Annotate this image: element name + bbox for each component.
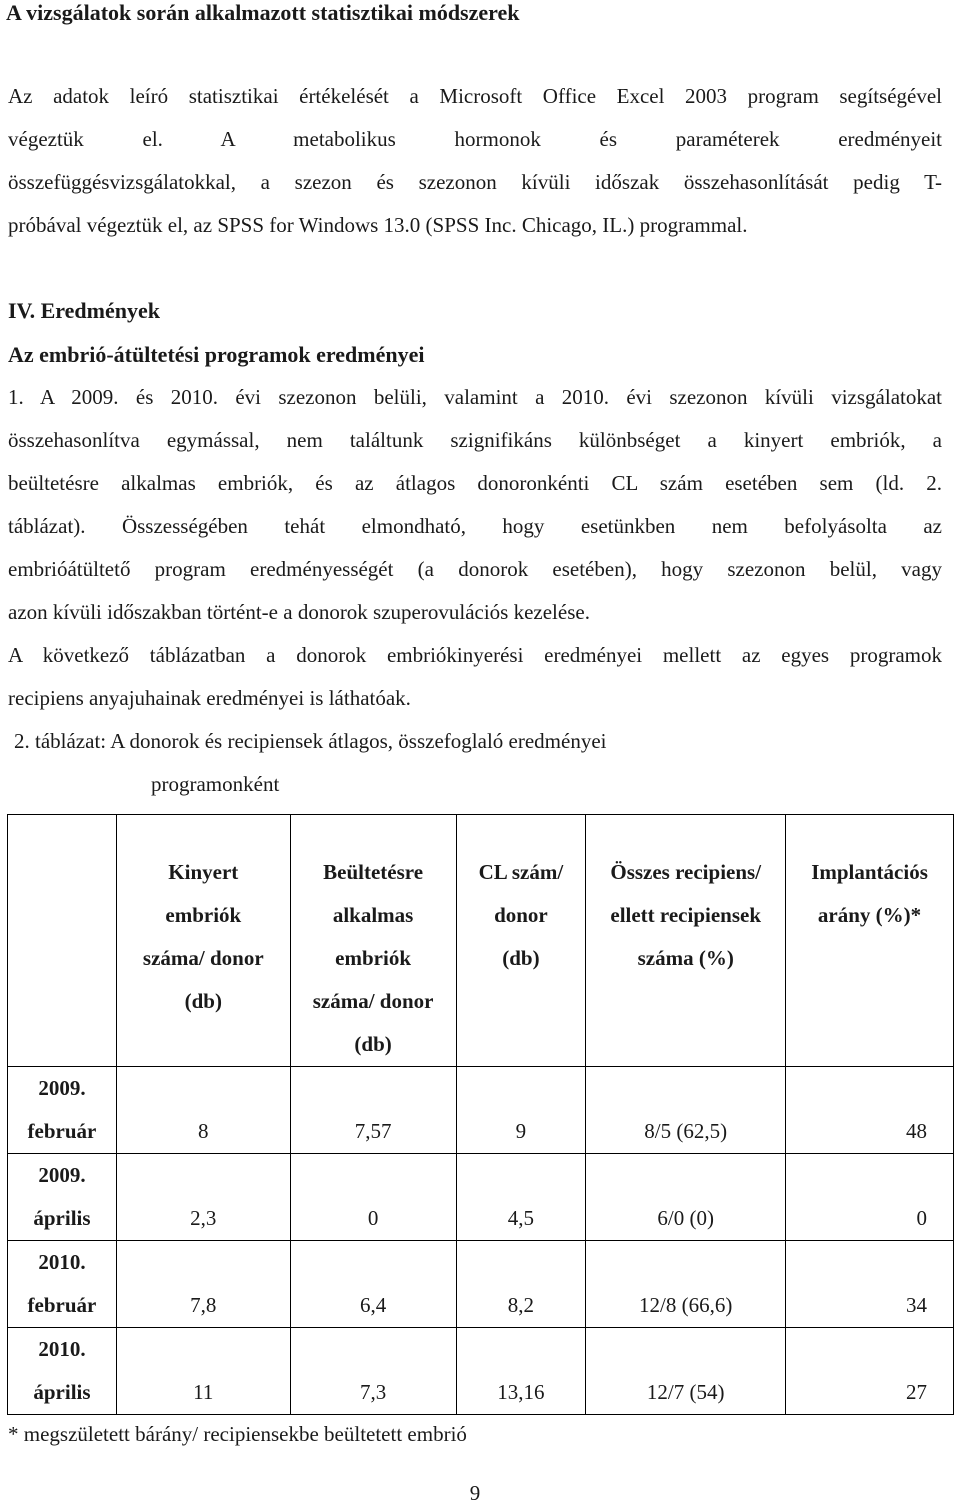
header-osszes-recipiens [586, 815, 786, 1067]
table-caption-continuation: programonként [151, 772, 280, 796]
header-line: (db) [354, 1032, 392, 1056]
table-cell: 8 [116, 1067, 290, 1154]
results-table [7, 814, 954, 1415]
results-line: 1. A 2009. és 2010. évi szezonon belüli, valamint a 2010. évi szezonon kívüli vizsgálatokat [8, 385, 942, 409]
row-label [8, 1067, 117, 1154]
header-line: (db) [502, 946, 540, 970]
sub-heading: Az embrió-átültetési programok eredményei [8, 342, 425, 367]
header-line: alkalmas [332, 903, 414, 927]
table-cell: 12/8 (66,6) [586, 1241, 786, 1328]
table-caption: 2. táblázat: A donorok és recipiensek átlagos, összefoglaló eredményei [14, 729, 607, 753]
results-line: beültetésre alkalmas embriók, és az átlagos donoronkénti CL szám esetében sem (ld. 2. [8, 471, 942, 495]
table-row [8, 1067, 954, 1154]
row-year: 2010. [38, 1250, 86, 1274]
table-cell: 11 [116, 1328, 290, 1415]
methods-line: próbával végeztük el, az SPSS for Windows 13.0 (SPSS Inc. Chicago, IL.) programmal. [8, 213, 748, 237]
header-line: Kinyert [168, 860, 239, 884]
row-month: április [33, 1206, 91, 1230]
header-beultetesre [290, 815, 456, 1067]
header-line: Beültetésre [323, 860, 424, 884]
table-cell: 12/7 (54) [586, 1328, 786, 1415]
corner-cell [8, 815, 117, 1067]
table-cell: 7,57 [290, 1067, 456, 1154]
results-line: összehasonlítva egymással, nem találtunk szignifikáns különbséget a kinyert embriók, a [8, 428, 942, 452]
table-footnote: * megszületett bárány/ recipiensekbe beültetett embrió [8, 1422, 467, 1446]
table-cell: 4,5 [456, 1154, 586, 1241]
table-cell: 9 [456, 1067, 586, 1154]
table-row [8, 1241, 954, 1328]
next-line: recipiens anyajuhainak eredményei is láthatóak. [8, 686, 411, 710]
header-line: donor [494, 903, 548, 927]
table-cell: 6,4 [290, 1241, 456, 1328]
methods-line: összefüggésvizsgálatokkal, a szezon és szezonon kívüli időszak összehasonlítását pedig T- [8, 170, 942, 194]
header-line: arány (%)* [817, 903, 922, 927]
row-label [8, 1154, 117, 1241]
row-year: 2009. [38, 1076, 86, 1100]
row-year: 2009. [38, 1163, 86, 1187]
header-line: száma/ donor [312, 989, 434, 1013]
table-row [8, 1328, 954, 1415]
row-month: február [27, 1293, 97, 1317]
table-cell: 7,8 [116, 1241, 290, 1328]
row-label [8, 1241, 117, 1328]
table-cell: 8/5 (62,5) [586, 1067, 786, 1154]
row-month: február [27, 1119, 97, 1143]
methods-line: Az adatok leíró statisztikai értékelését a Microsoft Office Excel 2003 program segítségével [8, 84, 942, 108]
table-cell: 8,2 [456, 1241, 586, 1328]
next-line: A következő táblázatban a donorok embriókinyerési eredményei mellett az egyes programok [8, 643, 942, 667]
header-line: Implantációs [811, 860, 928, 884]
chapter-heading: IV. Eredmények [8, 298, 160, 323]
table-header-row [8, 815, 954, 1067]
row-label [8, 1328, 117, 1415]
table-cell: 0 [786, 1154, 954, 1241]
header-kinyert [116, 815, 290, 1067]
table-cell: 13,16 [456, 1328, 586, 1415]
row-year: 2010. [38, 1337, 86, 1361]
header-line: ellett recipiensek [610, 903, 762, 927]
results-line: azon kívüli időszakban történt-e a donorok szuperovulációs kezelése. [8, 600, 590, 624]
header-line: száma (%) [637, 946, 734, 970]
header-line: embriók [165, 903, 242, 927]
row-month: április [33, 1380, 91, 1404]
page-number: 9 [469, 1481, 481, 1505]
header-line: száma/ donor [142, 946, 264, 970]
table-cell: 34 [786, 1241, 954, 1328]
table-cell: 27 [786, 1328, 954, 1415]
header-line: (db) [184, 989, 222, 1013]
table-cell: 6/0 (0) [586, 1154, 786, 1241]
header-implantacios [786, 815, 954, 1067]
table-row [8, 1154, 954, 1241]
results-line: táblázat). Összességében tehát elmondható, hogy esetünkben nem befolyásolta az [8, 514, 942, 538]
methods-line: végeztük el. A metabolikus hormonok és paraméterek eredményeit [8, 127, 942, 151]
header-line: CL szám/ [478, 860, 564, 884]
section-title: A vizsgálatok során alkalmazott statisztikai módszerek [6, 0, 520, 25]
header-cl-szam [456, 815, 586, 1067]
results-line: embrióátültető program eredményességét (a donorok esetében), hogy szezonon belül, vagy [8, 557, 942, 581]
table-cell: 7,3 [290, 1328, 456, 1415]
header-line: embriók [335, 946, 411, 970]
table-cell: 48 [786, 1067, 954, 1154]
header-line: Összes recipiens/ [610, 860, 762, 884]
table-cell: 0 [290, 1154, 456, 1241]
table-cell: 2,3 [116, 1154, 290, 1241]
